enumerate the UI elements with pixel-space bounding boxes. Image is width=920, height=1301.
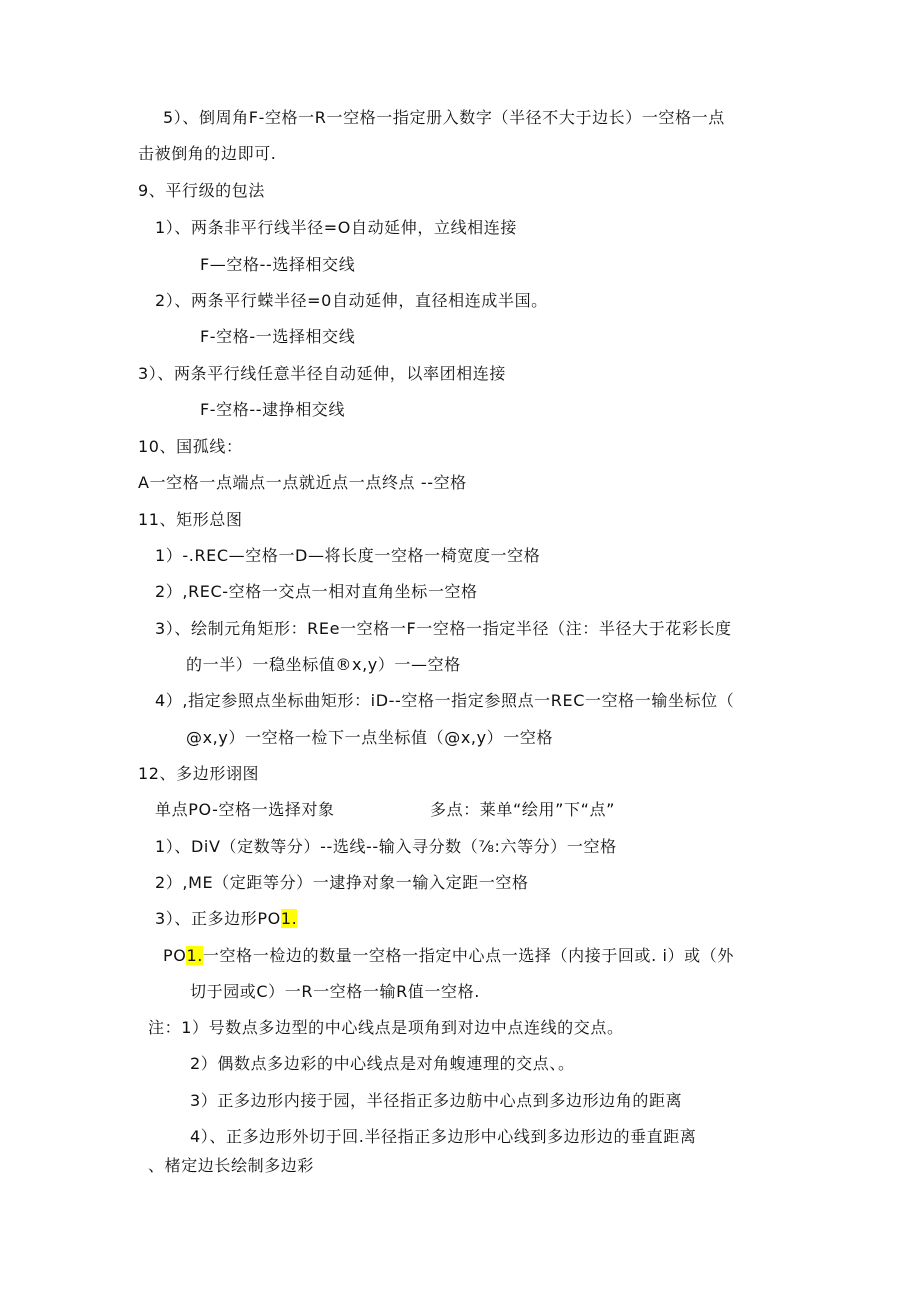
text-line: 切于园或C）一R一空格一输R值一空格. bbox=[190, 982, 480, 1001]
text-line: 击被倒角的边即可. bbox=[138, 144, 277, 163]
text-line: 2）、两条平行蝾半径=0自动延伸，直径相连成半国。 bbox=[155, 291, 548, 310]
text-line: 3）、两条平行线任意半径自动延伸，以率团相连接 bbox=[138, 364, 506, 383]
note-line: 4）、正多边形外切于回.半径指正多边形中心线到多边形边的垂直距离 bbox=[190, 1127, 697, 1146]
text-line: 5）、倒周角F-空格一R一空格一指定册入数字（半径不大于边长）一空格一点 bbox=[163, 108, 725, 127]
section-heading: 11、矩形总图 bbox=[138, 510, 243, 529]
highlighted-text: 1. bbox=[280, 909, 298, 928]
text-line: F—空格--选择相交线 bbox=[200, 255, 356, 274]
note-line: 3）正多边形内接于园，半径指正多边舫中心点到多边形边角的距离 bbox=[190, 1091, 683, 1110]
section-heading: 10、国孤线： bbox=[138, 437, 243, 456]
text-line: 单点PO-空格一选择对象 bbox=[155, 800, 335, 819]
text-line: 2）,ME（定距等分）一逮挣对象一输入定距一空格 bbox=[155, 873, 529, 892]
text-line: F-空格--逮挣相交线 bbox=[200, 400, 346, 419]
note-line: 注：1）号数点多边型的中心线点是项角到对边中点连线的交点。 bbox=[148, 1018, 624, 1037]
section-heading: 9、平行级的包法 bbox=[138, 181, 265, 200]
text-line: A一空格一点端点一点就近点一点终点 --空格 bbox=[138, 473, 467, 492]
text-line bbox=[155, 908, 297, 930]
text-line: 3）、绘制元角矩形：REe一空格一F一空格一指定半径（注：半径大于花彩长度 bbox=[155, 619, 732, 638]
text-line: 1）-.REC—空格一D—将长度一空格一椅宽度一空格 bbox=[155, 546, 541, 565]
text-segment: PO bbox=[163, 946, 187, 965]
text-segment: 一空格一检边的数量一空格一指定中心点一选择（内接于回或. i）或（外 bbox=[202, 946, 734, 965]
section-heading: 12、多边形诩图 bbox=[138, 764, 260, 783]
text-line: @x,y）一空格一检下一点坐标值（@x,y）一空格 bbox=[186, 728, 554, 747]
text-line: 的一半）一稳坐标值®x,y）一—空格 bbox=[186, 655, 461, 674]
text-line: 1）、两条非平行线半径=O自动延伸，立线相连接 bbox=[155, 218, 517, 237]
note-line: 2）偶数点多边彩的中心线点是对角蝮連理的交点、。 bbox=[190, 1054, 575, 1073]
text-line: 2）,REC-空格一交点一相对直角坐标一空格 bbox=[155, 582, 478, 601]
text-line: F-空格-一选择相交线 bbox=[200, 327, 356, 346]
text-line bbox=[163, 945, 734, 967]
text-line: 1）、DiV（定数等分）--选线--输入寻分数（⅞:六等分）一空格 bbox=[155, 837, 617, 856]
text-line: 4）,指定参照点坐标曲矩形：iD--空格一指定参照点一REC一空格一输坐标位（ bbox=[155, 691, 735, 710]
text-segment: 3）、正多边形PO bbox=[155, 909, 281, 928]
highlighted-text: 1. bbox=[186, 946, 203, 965]
text-line: 、楮定边长绘制多边彩 bbox=[148, 1156, 315, 1175]
text-line: 多点：莱单“绘用”下“点” bbox=[430, 800, 615, 819]
